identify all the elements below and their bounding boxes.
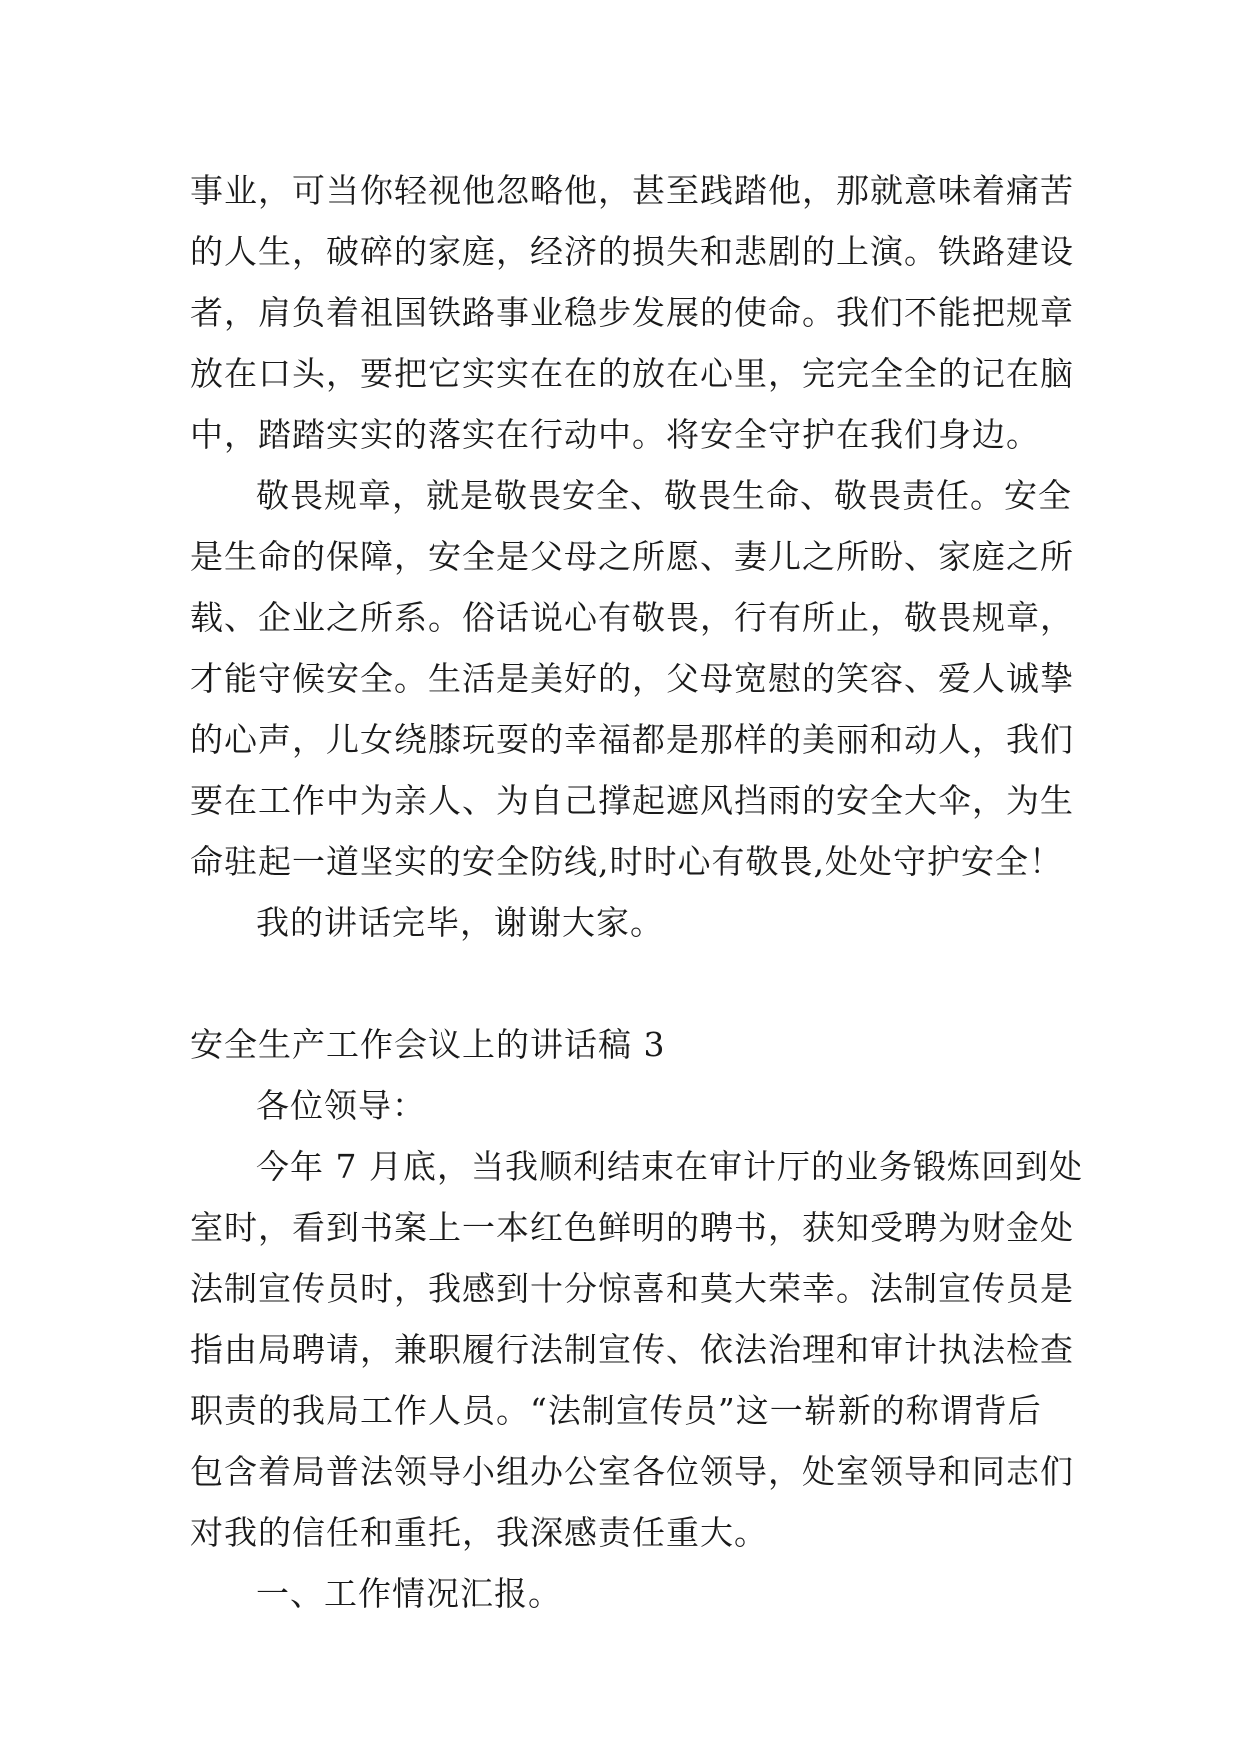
text-line: 职责的我局工作人员。“法制宣传员”这一崭新的称谓背后 xyxy=(190,1391,1042,1430)
blank-line xyxy=(190,953,1060,1014)
paragraph xyxy=(190,160,1074,465)
paragraph xyxy=(190,465,1074,892)
text-line: 指由局聘请，兼职履行法制宣传、依法治理和审计执法检查 xyxy=(190,1330,1074,1369)
text-line: 命驻起一道坚实的安全防线,时时心有敬畏,处处守护安全！ xyxy=(190,842,1063,881)
text-line: 对我的信任和重托，我深感责任重大。 xyxy=(190,1513,768,1552)
greeting: 各位领导： xyxy=(256,1086,426,1125)
paragraph xyxy=(190,892,1060,953)
text-line: 法制宣传员时，我感到十分惊喜和莫大荣幸。法制宣传员是 xyxy=(190,1269,1074,1308)
text-line: 事业，可当你轻视他忽略他，甚至践踏他，那就意味着痛苦 xyxy=(190,171,1074,210)
text-line: 要在工作中为亲人、为自己撑起遮风挡雨的安全大伞，为生 xyxy=(190,781,1074,820)
text-line: 是生命的保障，安全是父母之所愿、妻儿之所盼、家庭之所 xyxy=(190,537,1074,576)
paragraph xyxy=(190,1563,1060,1624)
text-line: 放在口头，要把它实实在在的放在心里，完完全全的记在脑 xyxy=(190,354,1074,393)
text-line: 的心声，儿女绕膝玩耍的幸福都是那样的美丽和动人，我们 xyxy=(190,720,1074,759)
text-line: 敬畏规章，就是敬畏安全、敬畏生命、敬畏责任。安全 xyxy=(256,476,1072,515)
text-line: 中，踏踏实实的落实在行动中。将安全守护在我们身边。 xyxy=(190,415,1040,454)
text-line: 的人生，破碎的家庭，经济的损失和悲剧的上演。铁路建设 xyxy=(190,232,1074,271)
text-line: 包含着局普法领导小组办公室各位领导，处室领导和同志们 xyxy=(190,1452,1074,1491)
document-body xyxy=(190,160,1083,1624)
section-heading: 一、工作情况汇报。 xyxy=(256,1574,562,1613)
paragraph xyxy=(190,1136,1083,1563)
text-line: 者，肩负着祖国铁路事业稳步发展的使命。我们不能把规章 xyxy=(190,293,1074,332)
text-line: 我的讲话完毕，谢谢大家。 xyxy=(256,903,664,942)
section-title: 安全生产工作会议上的讲话稿 3 xyxy=(190,1025,666,1064)
text-line: 室时，看到书案上一本红色鲜明的聘书，获知受聘为财金处 xyxy=(190,1208,1074,1247)
text-line: 载、企业之所系。俗话说心有敬畏，行有所止，敬畏规章， xyxy=(190,598,1074,637)
text-line: 今年 7 月底，当我顺利结束在审计厅的业务锻炼回到处 xyxy=(256,1147,1083,1186)
text-line: 才能守候安全。生活是美好的，父母宽慰的笑容、爱人诚挚 xyxy=(190,659,1074,698)
